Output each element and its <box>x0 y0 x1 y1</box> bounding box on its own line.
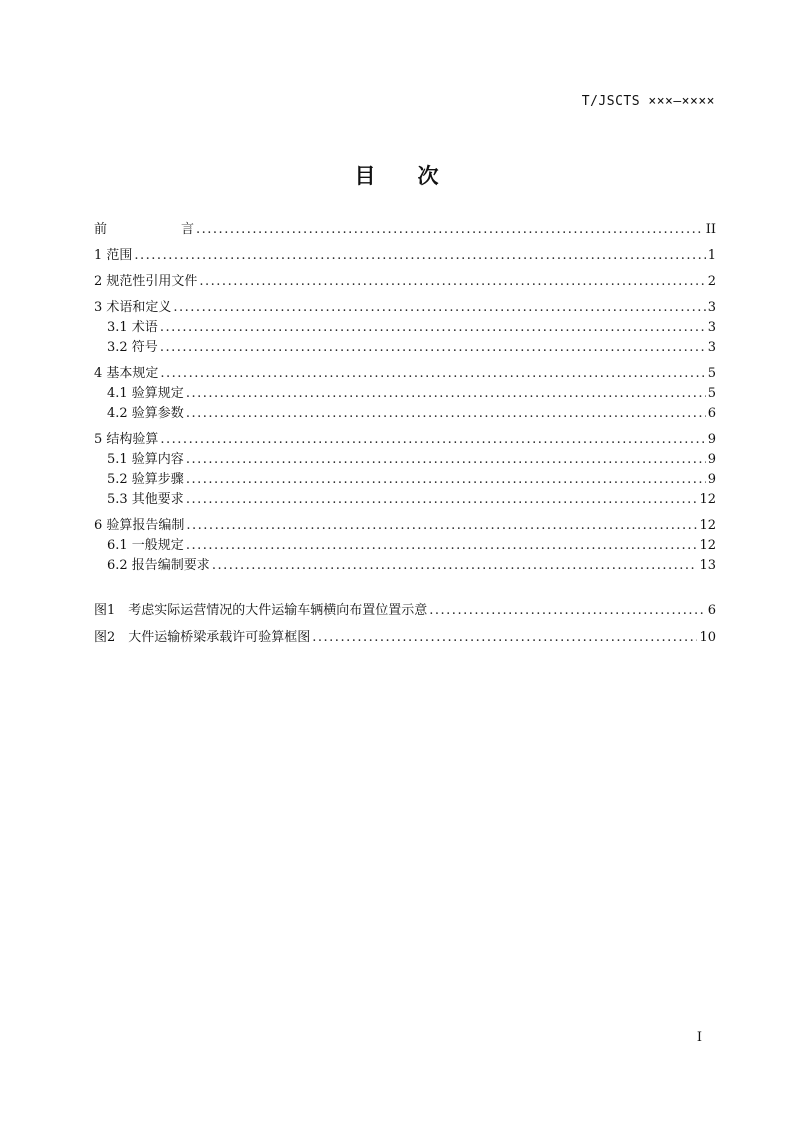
toc-page-number: 12 <box>699 518 716 533</box>
toc-label: 5.1 验算内容 <box>107 452 184 467</box>
toc-page-number: 12 <box>699 538 716 553</box>
toc-label: 6.2 报告编制要求 <box>107 558 210 573</box>
toc-label-part1: 前 <box>94 222 108 237</box>
leader-dots <box>312 628 697 648</box>
toc-subentry[interactable] <box>94 536 716 556</box>
toc-label: 5 结构验算 <box>94 432 159 447</box>
toc-subentry[interactable] <box>94 338 716 358</box>
toc-subentry[interactable] <box>94 470 716 490</box>
toc-subentry[interactable] <box>94 404 716 424</box>
toc-page-number: 3 <box>707 300 716 315</box>
toc-label: 4 基本规定 <box>94 366 159 381</box>
toc-entry[interactable] <box>94 246 716 266</box>
page-number: I <box>696 1030 702 1045</box>
toc-entry[interactable] <box>94 516 716 536</box>
leader-dots <box>173 298 705 318</box>
toc-label: 4.2 验算参数 <box>107 406 184 421</box>
leader-dots <box>212 556 698 576</box>
toc-page-number: 1 <box>707 248 716 263</box>
leader-dots <box>186 490 698 510</box>
leader-dots <box>186 536 698 556</box>
toc-subentry[interactable] <box>94 318 716 338</box>
leader-dots <box>186 404 706 424</box>
title-char-1: 目 <box>354 164 376 188</box>
leader-dots <box>429 601 705 621</box>
toc-page-number: 2 <box>707 274 716 289</box>
toc-label-part2: 言 <box>181 222 195 237</box>
toc-subentry[interactable] <box>94 490 716 510</box>
toc-page-number: 5 <box>707 386 716 401</box>
toc-subentry[interactable] <box>94 450 716 470</box>
figure-entry[interactable] <box>94 601 716 621</box>
toc-label: 5.3 其他要求 <box>107 492 184 507</box>
leader-dots <box>160 318 706 338</box>
toc-label: 6 验算报告编制 <box>94 518 185 533</box>
figure-label: 图1 考虑实际运营情况的大件运输车辆横向布置位置示意 <box>94 603 428 618</box>
toc-label: 3 术语和定义 <box>94 300 172 315</box>
toc-page-number: 12 <box>699 492 716 507</box>
toc-page-number: 5 <box>707 366 716 381</box>
leader-dots <box>199 272 705 292</box>
toc-label: 5.2 验算步骤 <box>107 472 184 487</box>
toc-label: 4.1 验算规定 <box>107 386 184 401</box>
figure-page-number: 10 <box>699 630 716 645</box>
leader-dots <box>186 450 706 470</box>
toc-page-number: 9 <box>707 452 716 467</box>
leader-dots <box>196 220 704 240</box>
toc-page-number: 9 <box>707 432 716 447</box>
document-code: T/JSCTS ×××—×××× <box>581 94 715 109</box>
leader-dots <box>186 516 697 536</box>
toc-page-number: 3 <box>707 340 716 355</box>
toc-label: 6.1 一般规定 <box>107 538 184 553</box>
title-char-2: 次 <box>417 164 439 188</box>
table-of-contents <box>94 220 716 648</box>
toc-label: 3.2 符号 <box>107 340 158 355</box>
figure-label: 图2 大件运输桥梁承载许可验算框图 <box>94 630 311 645</box>
toc-entry[interactable] <box>94 298 716 318</box>
toc-entry[interactable] <box>94 430 716 450</box>
toc-label: 1 范围 <box>94 248 133 263</box>
leader-dots <box>160 338 706 358</box>
toc-subentry[interactable] <box>94 556 716 576</box>
toc-label: 3.1 术语 <box>107 320 158 335</box>
figure-entry[interactable] <box>94 628 716 648</box>
toc-page-number: 13 <box>699 558 716 573</box>
leader-dots <box>134 246 705 266</box>
toc-label: 2 规范性引用文件 <box>94 274 198 289</box>
toc-page-number: 6 <box>707 406 716 421</box>
toc-entry-foreword[interactable] <box>94 220 716 240</box>
toc-entry[interactable] <box>94 272 716 292</box>
toc-page-number: II <box>705 222 716 237</box>
toc-subentry[interactable] <box>94 384 716 404</box>
figure-page-number: 6 <box>707 603 716 618</box>
leader-dots <box>186 470 706 490</box>
toc-page-number: 9 <box>707 472 716 487</box>
toc-entry[interactable] <box>94 364 716 384</box>
page-title <box>0 160 793 190</box>
leader-dots <box>186 384 706 404</box>
leader-dots <box>160 430 705 450</box>
leader-dots <box>160 364 705 384</box>
toc-page-number: 3 <box>707 320 716 335</box>
